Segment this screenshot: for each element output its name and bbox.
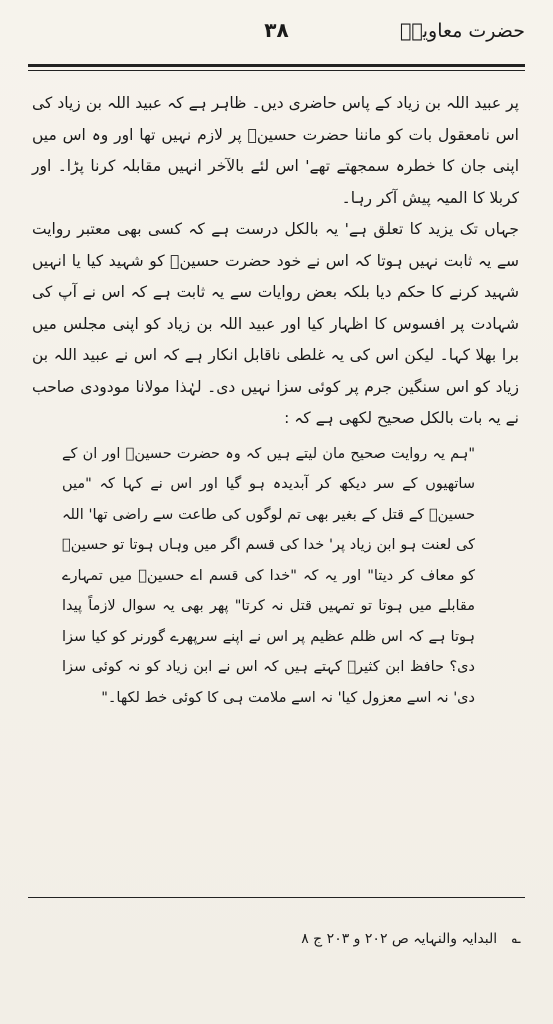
footnote-rule bbox=[28, 897, 525, 898]
block-quote: "ہم یہ روایت صحیح مان لیتے ہیں کہ وہ حضرت حسینؓ اور ان کے ساتھیوں کے سر دیکھ کر آبدیدہ ہو گیا اور اس نے کہا کہ "میں حسینؓ کے قتل کے بغیر بھی تم لوگوں کی طاعت سے راضی تھا' اللہ کی لعنت ہو ابن زیاد پر' خدا کی قسم اگر میں وہاں ہوتا تو حسینؓ کو معاف کر دیتا" اور یہ کہ "خدا کی قسم اے حسینؓ میں تمہارے مقابلے میں ہوتا تو تمہیں قتل نہ کرتا" پھر بھی یہ سوال لازماً پیدا ہوتا ہے کہ اس ظلم عظیم پر اس نے اپنے سرپھرے گورنر کو کیا سزا دی؟ حافظ ابن کثیرؒ کہتے ہیں کہ اس نے ابن زیاد کو نہ کوئی سزا دی' نہ اسے معزول کیا' نہ اسے ملامت ہی کا کوئی خط لکھا۔" bbox=[62, 445, 475, 706]
running-header bbox=[28, 18, 525, 52]
running-title: حضرت معاویہؓ bbox=[399, 20, 525, 42]
header-rule bbox=[28, 64, 525, 71]
page-number: ۳۸ bbox=[264, 18, 289, 42]
footnote bbox=[32, 928, 521, 947]
paragraph: پر عبید اللہ بن زیاد کے پاس حاضری دیں۔ ظاہر ہے کہ عبید اللہ بن زیاد کی اس نامعقول بات کو ماننا حضرت حسینؓ پر لازم نہیں تھا اور وہ اس میں اپنی جان کا خطرہ سمجھتے تھے' اس لئے بالآخر انہیں مقابلہ کرنا پڑا۔ اور کربلا کا المیہ پیش آکر رہا۔ bbox=[32, 94, 519, 207]
footnote-text: البدایہ والنہایہ ص ۲۰۲ و ۲۰۳ ج ۸ bbox=[301, 931, 498, 947]
footnote-marker: ؎ bbox=[511, 928, 521, 947]
main-text bbox=[32, 88, 519, 713]
paragraph: جہاں تک یزید کا تعلق ہے' یہ بالکل درست ہے کہ کسی بھی معتبر روایت سے یہ ثابت نہیں ہوتا کہ اس نے خود حضرت حسینؓ کو شہید کیا یا انہیں شہید کرنے کا حکم دیا بلکہ بعض روایات سے یہ ثابت ہے کہ اس نے آپ کی شہادت پر افسوس کا اظہار کیا اور عبید اللہ بن زیاد کو اپنی مجلس میں برا بھلا کہا۔ لیکن اس کی یہ غلطی ناقابل انکار ہے کہ اس نے عبید اللہ بن زیاد کو اس سنگین جرم پر کوئی سزا نہیں دی۔ لہٰذا مولانا مودودی صاحب نے یہ بات بالکل صحیح لکھی ہے کہ : bbox=[32, 220, 519, 427]
